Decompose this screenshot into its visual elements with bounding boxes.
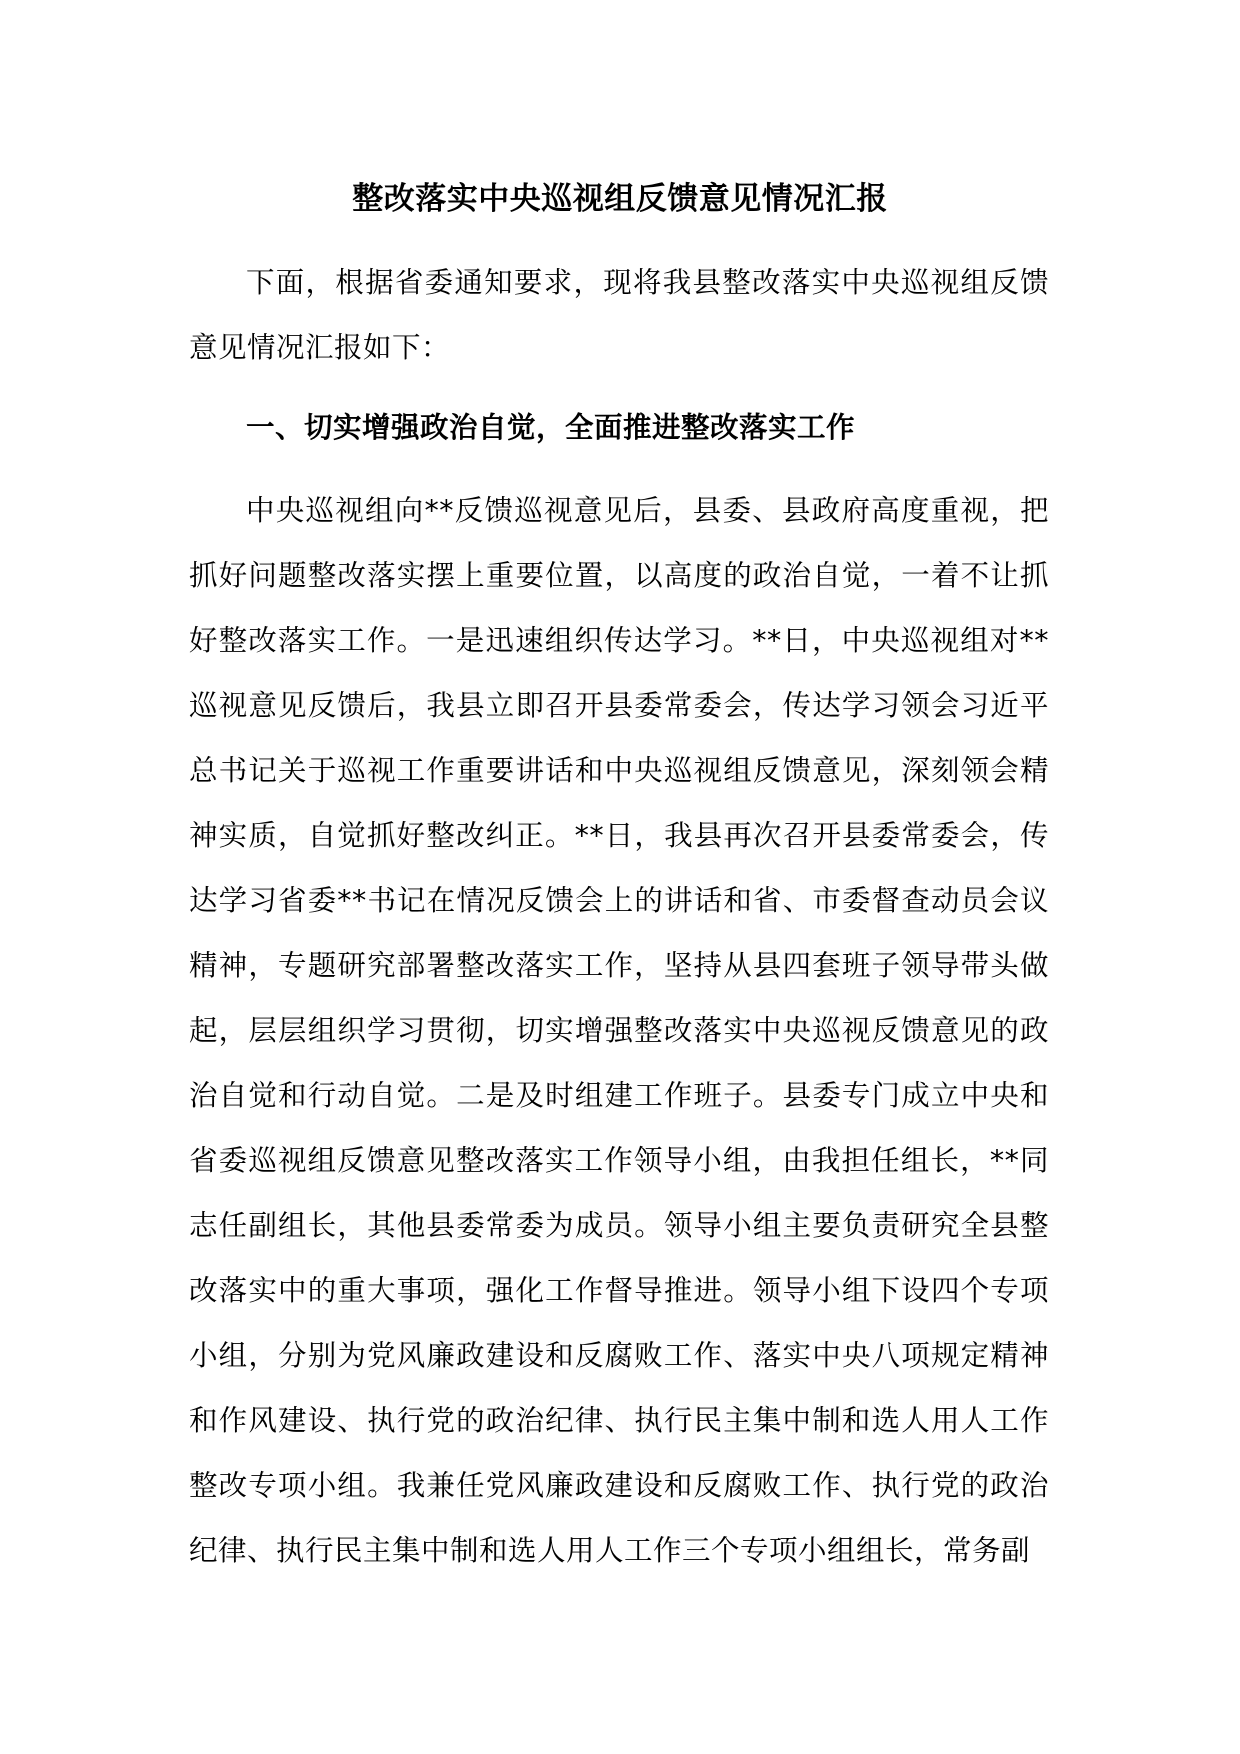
main-paragraph: 中央巡视组向**反馈巡视意见后，县委、县政府高度重视，把抓好问题整改落实摆上重要位置，以高度的政治自觉，一着不让抓好整改落实工作。一是迅速组织传达学习。**日，中央巡视组对**巡视意见反馈后，我县立即召开县委常委会，传达学习领会习近平总书记关于巡视工作重要讲话和中央巡视组反馈意见，深刻领会精神实质，自觉抓好整改纠正。**日，我县再次召开县委常委会，传达学习省委**书记在情况反馈会上的讲话和省、市委督查动员会议精神，专题研究部署整改落实工作，坚持从县四套班子领导带头做起，层层组织学习贯彻，切实增强整改落实中央巡视反馈意见的政治自觉和行动自觉。二是及时组建工作班子。县委专门成立中央和省委巡视组反馈意见整改落实工作领导小组，由我担任组长，**同志任副组长，其他县委常委为成员。领导小组主要负责研究全县整改落实中的重大事项，强化工作督导推进。领导小组下设四个专项小组，分别为党风廉政建设和反腐败工作、落实中央八项规定精神和作风建设、执行党的政治纪律、执行民主集中制和选人用人工作整改专项小组。我兼任党风廉政建设和反腐败工作、执行党的政治纪律、执行民主集中制和选人用人工作三个专项小组组长，常务副 — [189, 494, 1049, 1567]
section-heading: 一、切实增强政治自觉，全面推进整改落实工作 — [246, 411, 856, 444]
intro-paragraph: 下面，根据省委通知要求，现将我县整改落实中央巡视组反馈意见情况汇报如下： — [189, 266, 1049, 364]
document-title: 整改落实中央巡视组反馈意见情况汇报 — [352, 181, 888, 217]
